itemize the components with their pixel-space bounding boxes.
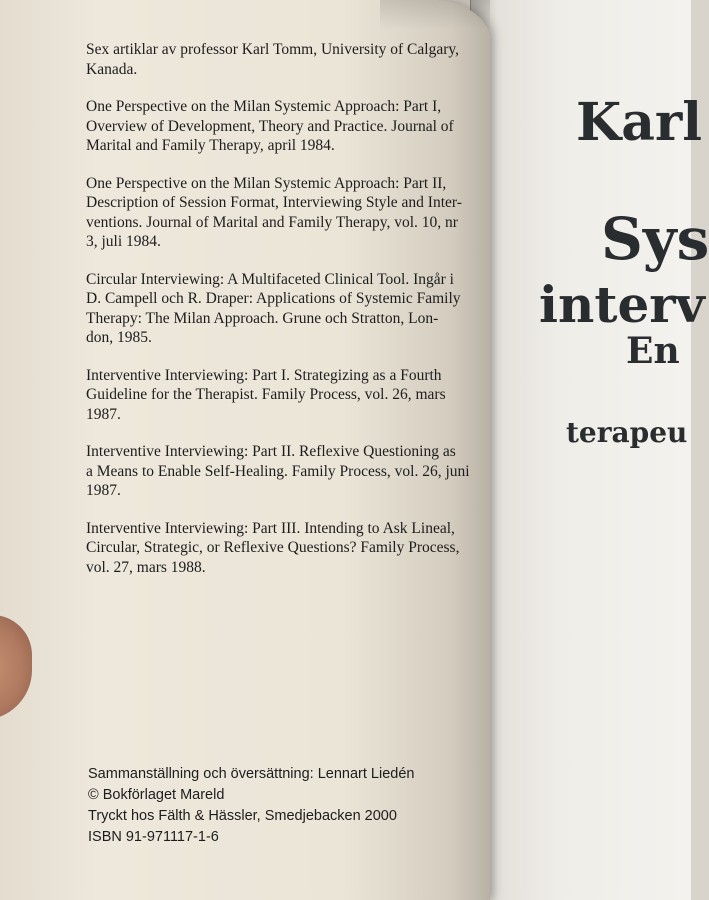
text-line: Description of Session Format, Interviewing Style and Inter-: [86, 194, 462, 211]
text-line: Kanada.: [86, 60, 138, 78]
article-list: [86, 40, 488, 595]
colophon-translation: Sammanställning och översättning: Lennart Liedén: [88, 766, 415, 782]
text-line: Interventive Interviewing: Part I. Strategizing as a Fourth: [86, 366, 442, 384]
text-line: 3, juli 1984.: [86, 233, 161, 250]
text-line: One Perspective on the Milan Systemic Approach: Part II,: [86, 174, 447, 192]
text-line: Circular Interviewing: A Multifaceted Clinical Tool. Ingår i: [86, 270, 454, 288]
article-entry: [86, 270, 488, 348]
page-curl-shadow: [380, 0, 490, 30]
right-page-title-line-2: interv: [539, 275, 705, 334]
text-line: Guideline for the Therapist. Family Process, vol. 26, mars: [86, 386, 446, 403]
text-line: Marital and Family Therapy, april 1984.: [86, 137, 335, 154]
text-line: ventions. Journal of Marital and Family Therapy, vol. 10, nr: [86, 213, 458, 231]
text-line: D. Campell och R. Draper: Applications of Systemic Family: [86, 290, 461, 307]
colophon: [88, 764, 488, 848]
article-entry: [86, 97, 488, 156]
right-page-title: [470, 0, 709, 900]
right-page-tagline: terapeu: [566, 416, 688, 449]
text-line: 1987.: [86, 405, 121, 423]
right-page-subtitle: En: [626, 330, 680, 372]
text-line: Therapy: The Milan Approach. Grune och Stratton, Lon-: [86, 309, 439, 327]
text-line: Circular, Strategic, or Reflexive Questions? Family Process,: [86, 539, 460, 556]
colophon-printer: Tryckt hos Fälth & Hässler, Smedjebacken 2000: [88, 808, 397, 824]
text-line: don, 1985.: [86, 329, 152, 346]
text-line: One Perspective on the Milan Systemic Approach: Part I,: [86, 98, 442, 115]
right-page-title-line-1: Sys: [601, 205, 709, 273]
article-entry: [86, 519, 488, 578]
text-line: Overview of Development, Theory and Practice. Journal of: [86, 117, 454, 135]
colophon-isbn: ISBN 91-971117-1-6: [88, 829, 219, 845]
right-page-author: Karl: [576, 92, 703, 153]
text-line: Interventive Interviewing: Part II. Reflexive Questioning as: [86, 443, 456, 460]
colophon-copyright: © Bokförlaget Mareld: [88, 787, 225, 803]
text-line: a Means to Enable Self-Healing. Family Process, vol. 26, juni: [86, 462, 470, 480]
text-line: Sex artiklar av professor Karl Tomm, University of Calgary,: [86, 41, 459, 58]
article-entry: [86, 366, 488, 425]
article-intro: [86, 40, 488, 79]
text-line: Interventive Interviewing: Part III. Intending to Ask Lineal,: [86, 519, 455, 537]
text-line: 1987.: [86, 482, 121, 499]
article-entry: [86, 442, 488, 501]
article-entry: [86, 174, 488, 252]
text-line: vol. 27, mars 1988.: [86, 558, 206, 576]
